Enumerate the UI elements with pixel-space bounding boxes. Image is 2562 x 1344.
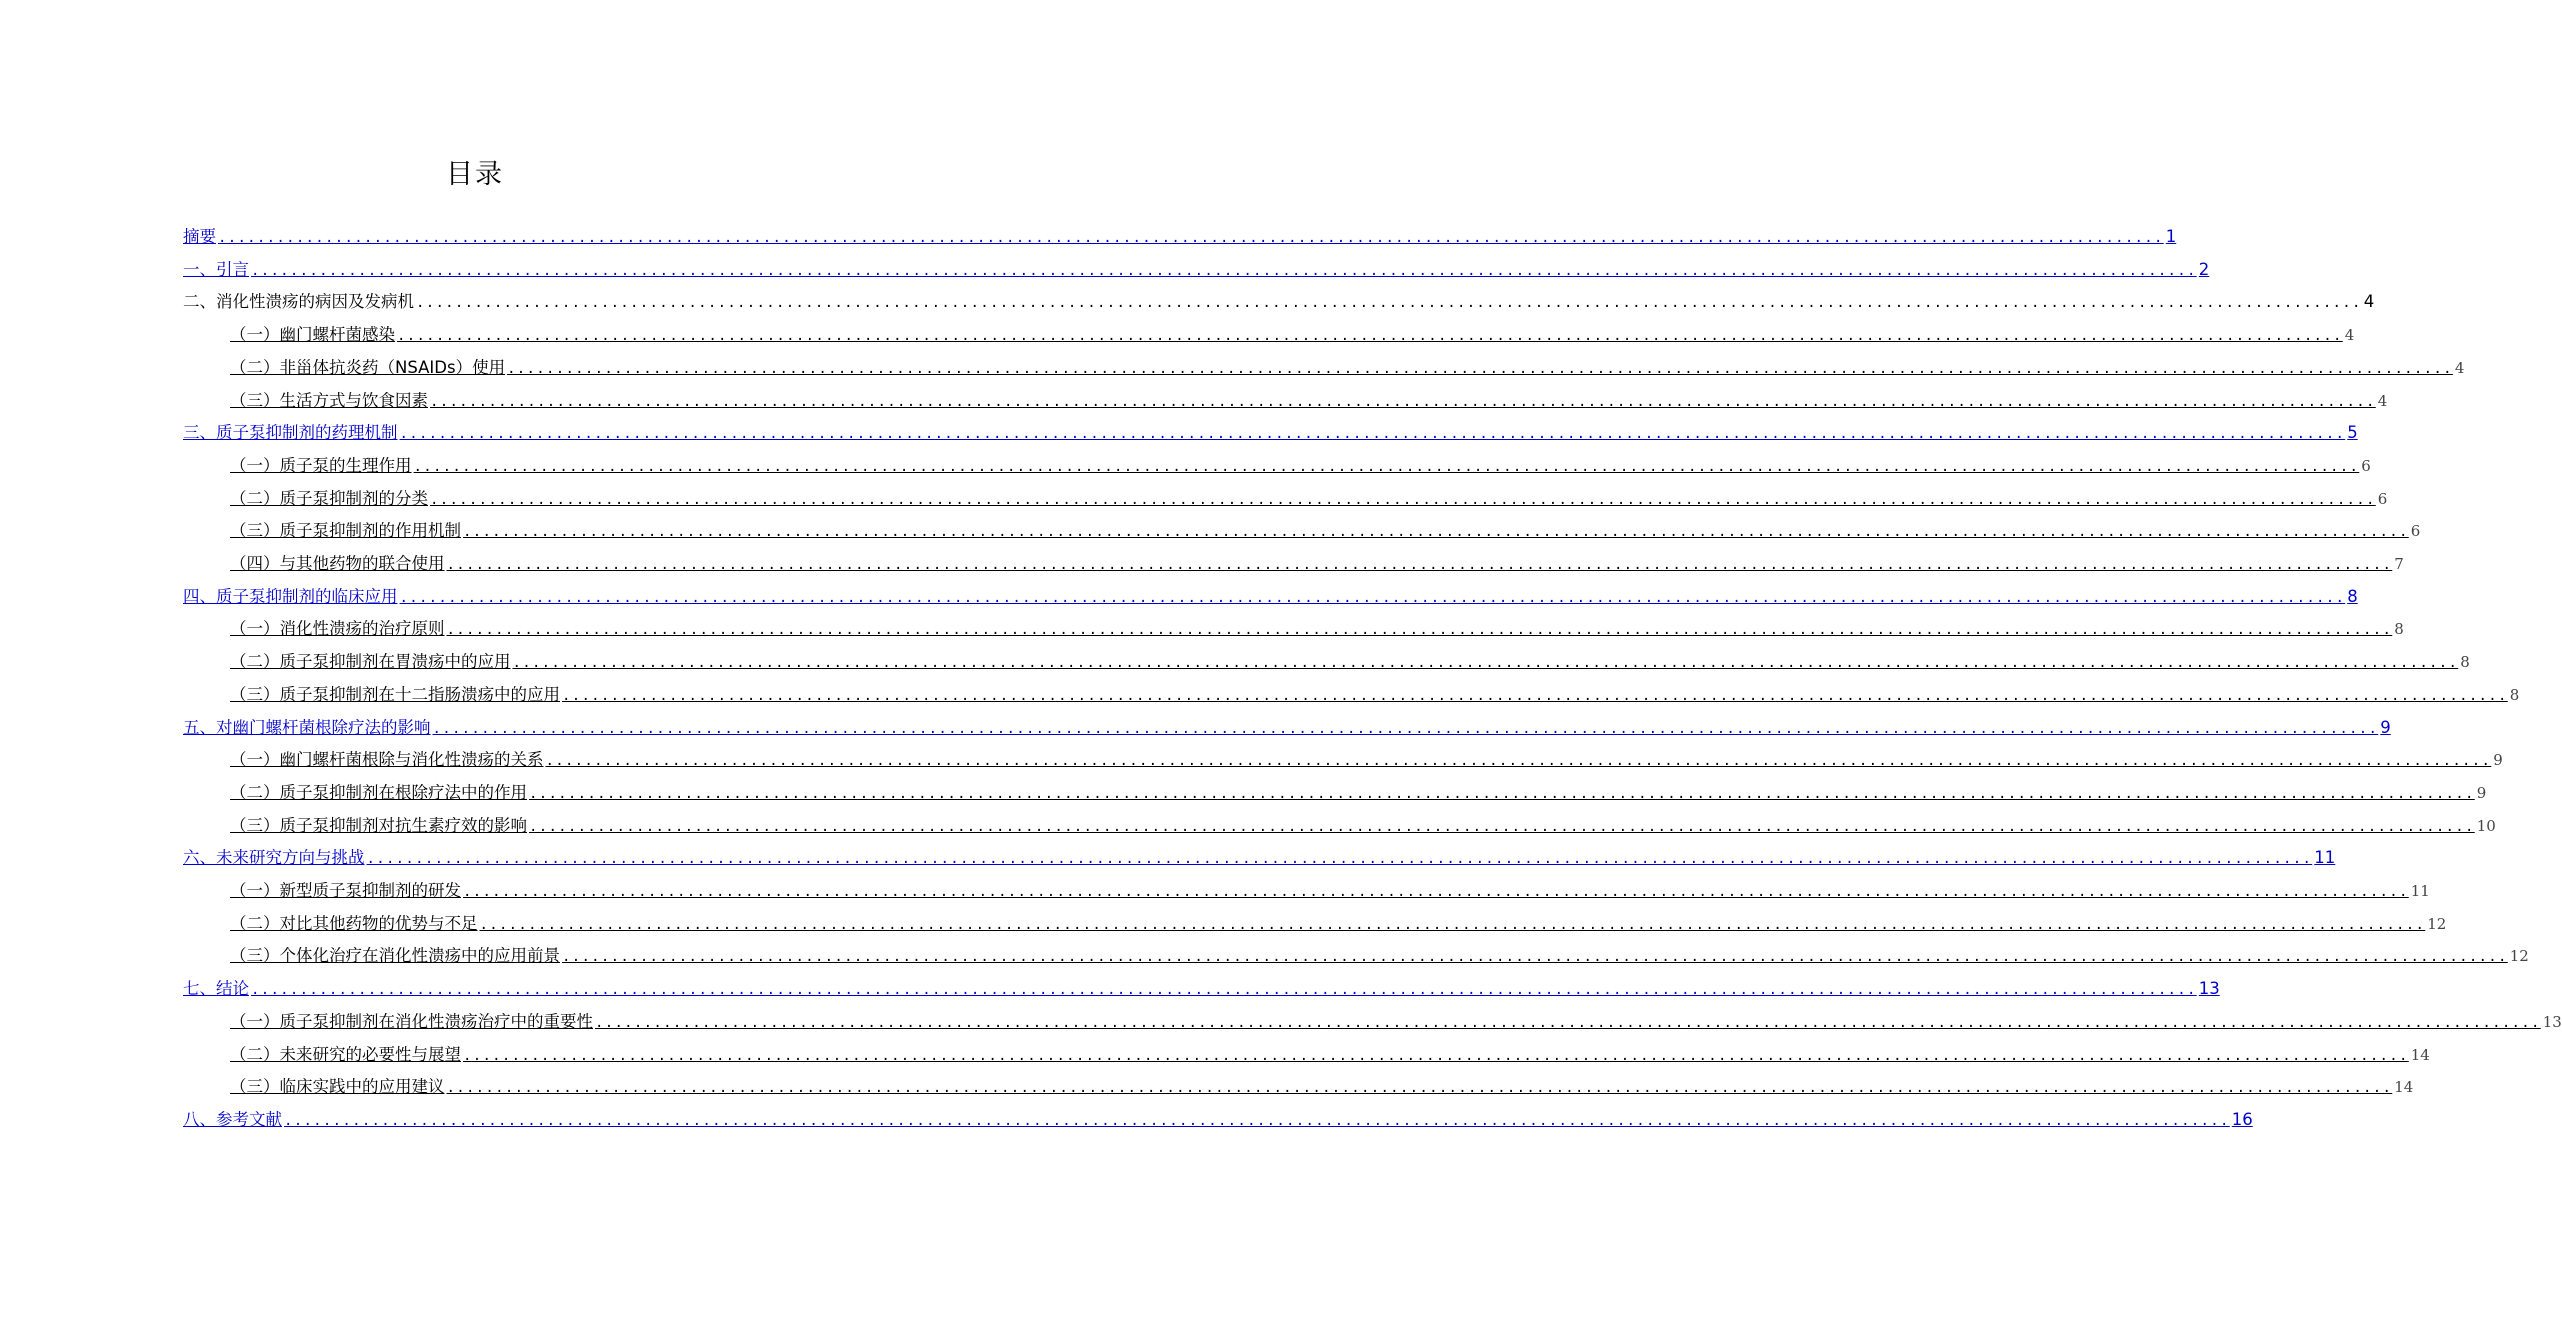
toc-entry-page: 13 (2198, 979, 2220, 999)
toc-entry-label: 六、未来研究方向与挑战 (183, 848, 365, 868)
toc-entry-page: 9 (2493, 751, 2503, 770)
dot-leader: ........................................................................................................................................................................................................ (413, 458, 2360, 475)
dot-leader: ........................................................................................................................................................................................................ (562, 949, 2508, 966)
toc-entry[interactable] (230, 1072, 2414, 1102)
toc-entry[interactable] (230, 1007, 2562, 1037)
dot-leader: ........................................................................................................................................................................................................ (562, 687, 2508, 704)
toc-entry-label: （三）临床实践中的应用建议 (230, 1077, 445, 1097)
dot-leader: ........................................................................................................................................................................................................ (430, 393, 2376, 410)
toc-entry-label: （一）幽门螺杆菌根除与消化性溃疡的关系 (230, 750, 544, 770)
toc-entry-label: （一）质子泵的生理作用 (230, 455, 412, 475)
toc-entry-page: 9 (2476, 783, 2487, 802)
dot-leader: ........................................................................................................................................................................................................ (595, 1014, 2541, 1031)
dot-leader: ........................................................................................................................................................................................................ (432, 720, 2379, 737)
toc-title: 目录 (446, 159, 504, 190)
toc-entry-page: 5 (2347, 423, 2358, 443)
toc-entry-label: 摘要 (183, 227, 216, 246)
toc-entry[interactable] (230, 778, 2487, 808)
toc-entry-label: （二）未来研究的必要性与展望 (230, 1044, 461, 1064)
toc-entry-page: 7 (2394, 555, 2404, 573)
toc-entry-label: （二）质子泵抑制剂在根除疗法中的作用 (230, 782, 527, 802)
toc-entry-page: 6 (2410, 522, 2421, 541)
dot-leader: ........................................................................................................................................................................................................ (251, 262, 2197, 279)
toc-entry-label: （三）个体化治疗在消化性溃疡中的应用前景 (230, 946, 560, 966)
dot-leader: ........................................................................................................................................................................................................ (446, 557, 2393, 573)
toc-entry-label: （一）质子泵抑制剂在消化性溃疡治疗中的重要性 (230, 1011, 593, 1031)
dot-leader: ........................................................................................................................................................................................................ (446, 1080, 2393, 1097)
dot-leader: ........................................................................................................................................................................................................ (479, 916, 2426, 933)
toc-entry-label: 七、结论 (183, 979, 249, 999)
dot-leader: ........................................................................................................................................................................................................ (397, 328, 2343, 345)
toc-entry[interactable] (183, 974, 2220, 1004)
toc-entry-page: 1 (2165, 227, 2177, 246)
toc-entry-page: 4 (2377, 391, 2388, 410)
toc-entry-label: （二）质子泵抑制剂的分类 (230, 488, 428, 508)
toc-entry[interactable] (230, 549, 2404, 579)
toc-entry-page: 8 (2394, 620, 2404, 639)
dot-leader: ........................................................................................................................................................................................................ (463, 524, 2409, 541)
dot-leader: ........................................................................................................................................................................................................ (399, 589, 2346, 606)
toc-entry-label: 一、引言 (183, 259, 249, 279)
toc-entry[interactable] (230, 811, 2496, 841)
toc-entry-page: 14 (2394, 1078, 2414, 1097)
dot-leader: ........................................................................................................................................................................................................ (399, 426, 2346, 443)
toc-entry-page: 8 (2347, 586, 2358, 606)
toc-entry (183, 287, 2375, 317)
toc-entry-label: （二）对比其他药物的优势与不足 (230, 913, 478, 933)
toc-entry[interactable] (183, 713, 2391, 743)
dot-leader: ........................................................................................................................................................................................................ (251, 982, 2197, 999)
toc-entry[interactable] (230, 941, 2529, 971)
dot-leader: ........................................................................................................................................................................................................ (218, 230, 2164, 246)
toc-entry-page: 14 (2410, 1045, 2430, 1064)
dot-leader: ........................................................................................................................................................................................................ (463, 884, 2409, 900)
toc-entry-page: 6 (2377, 489, 2388, 508)
dot-leader: ........................................................................................................................................................................................................ (463, 1047, 2409, 1064)
toc-entry-page: 11 (2314, 848, 2336, 868)
toc-entry-label: 四、质子泵抑制剂的临床应用 (183, 586, 398, 606)
toc-entry[interactable] (183, 418, 2358, 448)
toc-entry-label: （三）质子泵抑制剂在十二指肠溃疡中的应用 (230, 684, 560, 704)
toc-entry-label: （二）非甾体抗炎药（NSAIDs）使用 (230, 357, 506, 377)
toc-entry[interactable] (183, 255, 2210, 285)
toc-entry-label: （三）质子泵抑制剂的作用机制 (230, 521, 461, 541)
toc-entry[interactable] (230, 1040, 2430, 1070)
toc-entry-page: 6 (2361, 456, 2371, 475)
toc-entry[interactable] (183, 222, 2177, 252)
toc-entry[interactable] (230, 909, 2447, 939)
toc-entry-page: 11 (2410, 882, 2430, 900)
toc-entry-label: （四）与其他药物的联合使用 (230, 554, 445, 573)
toc-entry-page: 10 (2476, 816, 2496, 835)
toc-entry-label: （三）生活方式与饮食因素 (230, 390, 428, 410)
toc-entry-page: 12 (2509, 947, 2529, 966)
toc-entry-label: （一）新型质子泵抑制剂的研发 (230, 881, 461, 900)
toc-entry-label: （一）消化性溃疡的治疗原则 (230, 619, 445, 639)
toc-entry-label: 八、参考文献 (183, 1109, 282, 1129)
toc-entry-label: 三、质子泵抑制剂的药理机制 (183, 423, 398, 443)
toc-entry-page: 4 (2344, 326, 2355, 345)
dot-leader: ........................................................................................................................................................................................................ (366, 851, 2313, 868)
toc-entry-page: 9 (2380, 717, 2391, 737)
dot-leader: ........................................................................................................................................................................................................ (529, 818, 2475, 835)
toc-entry[interactable] (183, 1105, 2253, 1135)
toc-entry-label: （一）幽门螺杆菌感染 (230, 325, 395, 345)
toc-entry[interactable] (230, 680, 2520, 710)
toc-entry[interactable] (183, 582, 2358, 612)
toc-entry-label: 五、对幽门螺杆菌根除疗法的影响 (183, 717, 431, 737)
dot-leader: ........................................................................................................................................................................................................ (284, 1112, 2230, 1129)
toc-entry-page: 4 (2454, 358, 2465, 377)
toc-entry-label: 二、消化性溃疡的病因及发病机 (183, 292, 414, 312)
toc-entry[interactable] (230, 745, 2503, 775)
toc-entry[interactable] (230, 647, 2470, 677)
dot-leader: ........................................................................................................................................................................................................ (512, 655, 2459, 672)
toc-entry[interactable] (230, 876, 2430, 906)
dot-leader: ........................................................................................................................................................................................................ (507, 360, 2453, 377)
toc-entry-label: （二）质子泵抑制剂在胃溃疡中的应用 (230, 652, 511, 672)
toc-entry-page: 2 (2198, 259, 2210, 279)
toc-entry-label: （三）质子泵抑制剂对抗生素疗效的影响 (230, 815, 527, 835)
toc-entry[interactable] (230, 484, 2388, 514)
toc-entry[interactable] (230, 386, 2388, 416)
toc-entry[interactable] (230, 353, 2465, 383)
dot-leader: ........................................................................................................................................................................................................ (446, 622, 2393, 639)
toc-entry-page: 13 (2542, 1012, 2562, 1031)
dot-leader: ........................................................................................................................................................................................................ (430, 491, 2376, 508)
toc-entry[interactable] (230, 614, 2404, 644)
toc-entry-page: 4 (2363, 292, 2375, 312)
toc-entry[interactable] (230, 516, 2421, 546)
toc-entry-page: 8 (2460, 653, 2470, 672)
dot-leader: ........................................................................................................................................................................................................ (529, 785, 2475, 802)
toc-entry-page: 12 (2427, 914, 2447, 933)
toc-entry[interactable] (230, 451, 2371, 481)
dot-leader: ........................................................................................................................................................................................................ (545, 753, 2492, 770)
toc-entry[interactable] (230, 320, 2355, 350)
dot-leader: ........................................................................................................................................................................................................ (416, 295, 2362, 312)
toc-entry-page: 8 (2509, 685, 2520, 704)
toc-entry-page: 16 (2231, 1109, 2253, 1129)
toc-entry[interactable] (183, 843, 2336, 873)
